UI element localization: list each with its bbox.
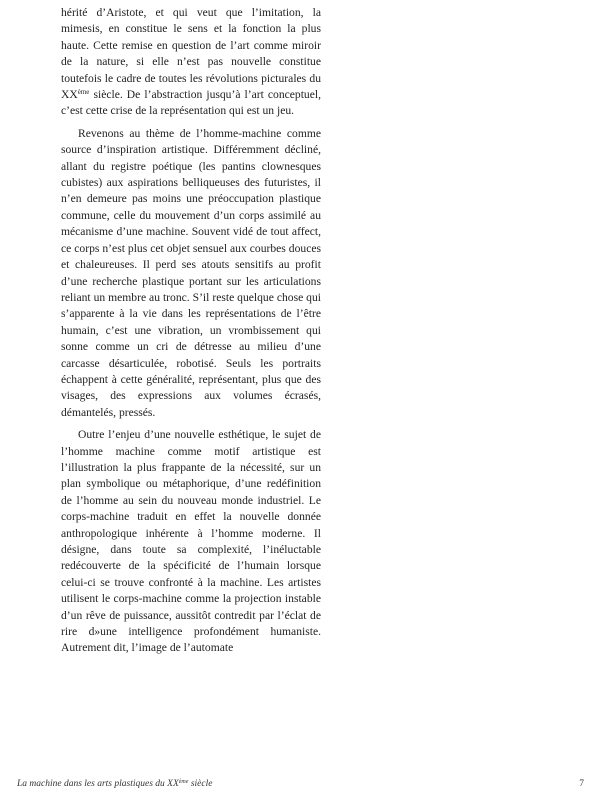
main-text-column: [61, 5, 321, 663]
running-title-end: siècle: [188, 779, 213, 789]
running-title: [17, 778, 212, 790]
page-number: 7: [579, 779, 584, 789]
paragraph-3: Outre l’enjeu d’une nouvelle esthétique, le sujet de l’homme machine comme motif artistique est l’illustration la plus frappante de la nécessité, sur un plan symbolique ou métaphorique, d’une redéfinition de l’homme au sein du nouveau monde industriel. Le corps-machine traduit en effet la nouvelle donnée anthropologique inhérente à l’homme moderne. Il désigne, dans toute sa complexité, l’inéluctable redécouverte de la spécificité de l’humain lorsque celui-ci se trouve confronté à la machine. Les artistes utilisent le corps-machine comme la projection instable d’un rêve de puissance, aussitôt contredit par l’éclat de rire d»une intelligence profondément humaniste. Autrement dit, l’image de l’automate: [61, 428, 321, 655]
running-title-superscript: ème: [178, 779, 189, 785]
paragraph-1: [61, 5, 321, 120]
paragraph-1-text-start: hérité d’Aristote, et qui veut que l’imitation, la mimesis, en constitue le sens et la fonction la plus haute. Cette remise en question de l’art comme miroir de la nature, si elle n’est pas nouvelle constitue toutefois le cadre de toutes les révolutions picturales du XX: [61, 6, 321, 102]
running-title-start: La machine dans les arts plastiques du XX: [17, 779, 179, 789]
paragraph-2: Revenons au thème de l’homme-machine comme source d’inspiration artistique. Différemment décliné, allant du registre poétique (les pantins clownesques cubistes) aux aspirations belliqueuses des futuristes, il n’en demeure pas moins une préoccupation plastique commune, celle du mouvement d’un corps assimilé au mécanisme d’une machine. Souvent vidé de tout affect, ce corps n’est plus cet objet sensuel aux courbes douces et chaleureuses. Il perd ses atouts sensitifs au profit d’une recherche plastique portant sur les articulations reliant un membre au tronc. S’il reste quelque chose qui s’apparente à la vie dans les représentations de l’être humain, c’est une vibration, un vrombissement qui sonne comme un cri de détresse au milieu d’une carcasse désarticulée, robotisé. Seuls les portraits échappent à cette généralité, représentant, plus que des visages, des expressions aux volumes écrasés, démantelés, pressés.: [61, 126, 321, 419]
paragraph-1-text-end: siècle. De l’abstraction jusqu’à l’art conceptuel, c’est cette crise de la représentation qui est un jeu.: [61, 88, 321, 118]
century-superscript: ème: [77, 88, 90, 97]
